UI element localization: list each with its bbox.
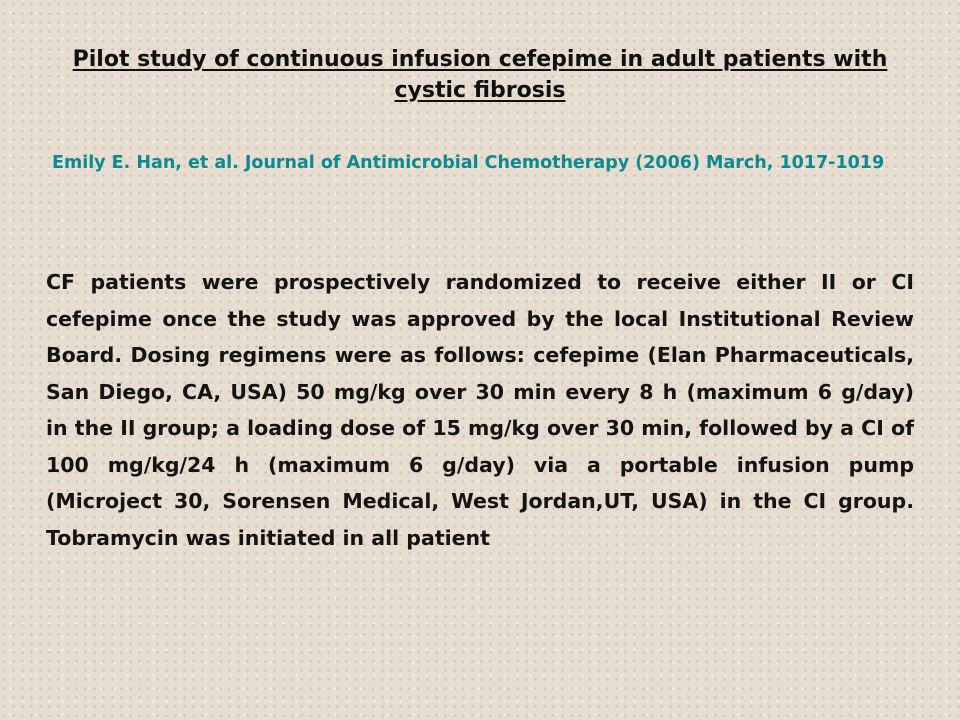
body-paragraph: CF patients were prospectively randomized to receive either II or CI cefepime once the study was approved by the local Institutional Review Board. Dosing regimens were as follows: cefepime (Elan Pharmaceuticals, San Diego, CA, USA) 50 mg/kg over 30 min every 8 h (maximum 6 g/day) in the II group; a loading dose of 15 mg/kg over 30 min, followed by a CI of 100 mg/kg/24 h (maximum 6 g/day) via a portable infusion pump (Microject 30, Sorensen Medical, West Jordan,UT, USA) in the CI group. Tobramycin was initiated in all patient (46, 270, 914, 550)
slide-title: Pilot study of continuous infusion cefepime in adult patients with cystic fibrosis (72, 47, 888, 103)
citation: Emily E. Han, et al. Journal of Antimicrobial Chemotherapy (2006) March, 1017-1019 (52, 153, 885, 173)
